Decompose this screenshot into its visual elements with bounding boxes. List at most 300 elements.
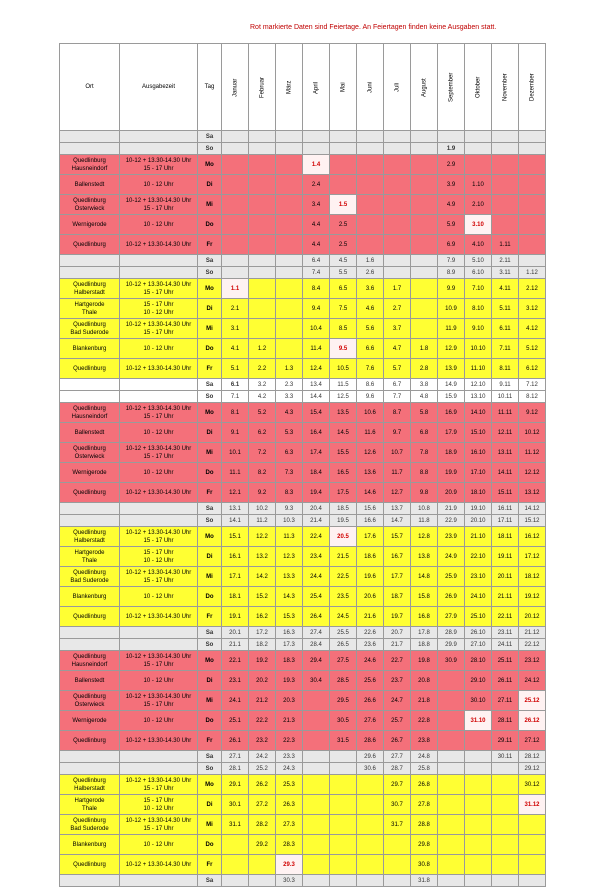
empty-time-cell	[120, 379, 198, 391]
date-cell: 9.12	[519, 403, 546, 423]
time-text: 10-12 + 13.30-14.30 Uhr	[125, 737, 192, 744]
date-cell	[519, 255, 546, 267]
date-cell: 30.8	[411, 855, 438, 875]
date-cell: 7.7	[384, 391, 411, 403]
date-cell: 5.6	[357, 319, 384, 339]
date-cell: 31.5	[330, 731, 357, 751]
date-cell	[438, 131, 465, 143]
date-cell: 6.4	[303, 255, 330, 267]
date-cell: 20.2	[249, 671, 276, 691]
date-cell: 25.11	[492, 651, 519, 671]
time-text: 10-12 + 13.30-14.30 Uhr	[125, 321, 192, 328]
time-cell	[120, 339, 198, 359]
date-cell	[303, 131, 330, 143]
date-cell: 16.11	[492, 503, 519, 515]
date-cell: 18.7	[384, 587, 411, 607]
location-name: Quedlinburg	[73, 613, 106, 620]
date-cell	[357, 131, 384, 143]
date-cell	[357, 775, 384, 795]
date-cell: 1.11	[492, 235, 519, 255]
date-cell: 19.11	[492, 547, 519, 567]
location-cell	[60, 423, 120, 443]
empty-time-cell	[120, 515, 198, 527]
date-cell	[276, 279, 303, 299]
time-text: 10-12 + 13.30-14.30 Uhr	[125, 861, 192, 868]
location-cell	[60, 235, 120, 255]
date-cell: 23.12	[519, 651, 546, 671]
date-cell: 13.9	[438, 359, 465, 379]
date-cell	[330, 763, 357, 775]
date-cell: 26.1	[222, 731, 249, 751]
date-cell: 15.5	[330, 443, 357, 463]
location-cell	[60, 359, 120, 379]
date-cell: 6.6	[357, 339, 384, 359]
date-cell	[411, 143, 438, 155]
date-cell: 12.4	[303, 359, 330, 379]
time-text: 10-12 + 13.30-14.30 Uhr	[125, 529, 192, 536]
date-cell: 29.12	[519, 763, 546, 775]
date-cell	[276, 339, 303, 359]
date-cell	[357, 195, 384, 215]
date-cell: 21.9	[438, 503, 465, 515]
date-cell	[249, 279, 276, 299]
location-cell	[60, 547, 120, 567]
date-cell	[249, 215, 276, 235]
date-cell: 14.7	[384, 515, 411, 527]
date-cell	[465, 775, 492, 795]
date-cell: 5.3	[276, 423, 303, 443]
schedule-row	[60, 319, 546, 339]
date-cell: 28.1	[222, 763, 249, 775]
empty-location-cell	[60, 515, 120, 527]
time-text: 15 - 17 Uhr	[143, 537, 174, 544]
date-cell: 11.1	[222, 463, 249, 483]
date-cell	[384, 855, 411, 875]
location-name: Quedlinburg	[73, 157, 106, 164]
date-cell: 21.5	[330, 547, 357, 567]
date-cell: 15.3	[276, 607, 303, 627]
schedule-row	[60, 175, 546, 195]
date-cell: 22.10	[465, 547, 492, 567]
location-name: Bad Suderode	[70, 329, 109, 336]
schedule-row	[60, 403, 546, 423]
date-cell: 17.3	[276, 639, 303, 651]
date-cell	[303, 691, 330, 711]
date-cell: 9.4	[303, 299, 330, 319]
date-cell	[249, 319, 276, 339]
date-cell: 10.6	[357, 403, 384, 423]
date-cell: 4.11	[492, 279, 519, 299]
date-cell: 27.10	[465, 639, 492, 651]
date-cell: 8.3	[276, 483, 303, 503]
date-cell: 13.8	[411, 547, 438, 567]
date-cell: 16.7	[384, 547, 411, 567]
date-cell: 17.1	[222, 567, 249, 587]
time-cell	[120, 403, 198, 423]
weekday-cell: Sa	[198, 751, 222, 763]
date-cell: 18.10	[465, 483, 492, 503]
date-cell: 7.10	[465, 279, 492, 299]
location-cell	[60, 835, 120, 855]
location-name: Quedlinburg	[73, 405, 106, 412]
date-cell: 11.9	[438, 319, 465, 339]
time-text: 10 - 12 Uhr	[143, 345, 174, 352]
location-name: Osterwieck	[74, 205, 105, 212]
location-cell	[60, 195, 120, 215]
location-name: Quedlinburg	[73, 737, 106, 744]
date-cell: 10.1	[222, 443, 249, 463]
time-cell	[120, 711, 198, 731]
date-cell: 11.10	[465, 359, 492, 379]
time-text: 10 - 12 Uhr	[143, 841, 174, 848]
date-cell: 17.6	[357, 527, 384, 547]
date-cell: 12.1	[222, 483, 249, 503]
time-text: 10 - 12 Uhr	[143, 677, 174, 684]
date-cell: 25.9	[438, 567, 465, 587]
date-cell	[438, 875, 465, 887]
header-row	[60, 44, 546, 131]
date-cell	[465, 155, 492, 175]
header-month	[357, 44, 384, 131]
date-cell: 18.5	[330, 503, 357, 515]
date-cell: 15.11	[492, 483, 519, 503]
time-text: 15 - 17 Uhr	[143, 205, 174, 212]
date-cell: 7.6	[357, 359, 384, 379]
date-cell	[519, 835, 546, 855]
header-month-label: Juni	[367, 81, 373, 93]
date-cell	[411, 155, 438, 175]
date-cell: 4.4	[303, 215, 330, 235]
date-cell: 17.2	[249, 627, 276, 639]
date-cell: 22.11	[492, 607, 519, 627]
date-cell	[249, 143, 276, 155]
weekday-cell: Sa	[198, 131, 222, 143]
date-cell: 24.3	[276, 763, 303, 775]
date-cell: 29.6	[357, 751, 384, 763]
date-cell	[303, 751, 330, 763]
date-cell: 12.6	[357, 443, 384, 463]
header-month-label: Dezember	[529, 73, 535, 101]
location-cell	[60, 443, 120, 463]
date-cell: 4.1	[222, 339, 249, 359]
weekday-cell: So	[198, 143, 222, 155]
date-cell	[411, 235, 438, 255]
date-cell	[492, 215, 519, 235]
date-cell: 30.7	[384, 795, 411, 815]
date-cell: 20.7	[384, 627, 411, 639]
date-cell: 8.5	[330, 319, 357, 339]
schedule-row	[60, 215, 546, 235]
header-month	[222, 44, 249, 131]
date-cell: 4.7	[384, 339, 411, 359]
holiday-note: Rot markierte Daten sind Feiertage. An Feiertagen finden keine Ausgaben statt.	[250, 24, 497, 31]
date-cell: 2.11	[492, 255, 519, 267]
schedule-row	[60, 443, 546, 463]
date-cell: 31.8	[411, 875, 438, 887]
date-cell: 26.10	[465, 627, 492, 639]
date-cell: 6.8	[411, 423, 438, 443]
date-cell: 25.6	[357, 671, 384, 691]
location-name: Halberstadt	[74, 289, 105, 296]
date-cell: 25.1	[222, 711, 249, 731]
date-cell: 25.12	[519, 691, 546, 711]
date-cell: 30.6	[357, 763, 384, 775]
date-cell	[222, 235, 249, 255]
date-cell: 14.8	[411, 567, 438, 587]
time-cell	[120, 731, 198, 751]
schedule-row	[60, 339, 546, 359]
date-cell: 15.2	[249, 587, 276, 607]
date-cell	[330, 175, 357, 195]
location-cell	[60, 483, 120, 503]
date-cell: 18.8	[411, 639, 438, 651]
date-cell: 6.12	[519, 359, 546, 379]
date-cell: 17.5	[330, 483, 357, 503]
date-cell: 4.10	[465, 235, 492, 255]
date-cell: 26.7	[384, 731, 411, 751]
location-cell	[60, 463, 120, 483]
header-ausgabezeit: Ausgabezeit	[120, 44, 198, 131]
date-cell	[303, 763, 330, 775]
schedule-row	[60, 155, 546, 175]
time-cell	[120, 483, 198, 503]
date-cell: 30.3	[276, 875, 303, 887]
date-cell: 10.8	[411, 503, 438, 515]
weekday-cell: Do	[198, 215, 222, 235]
date-cell: 5.10	[465, 255, 492, 267]
date-cell: 15.9	[438, 391, 465, 403]
date-cell: 17.12	[519, 547, 546, 567]
header-month	[519, 44, 546, 131]
date-cell	[465, 751, 492, 763]
date-cell: 18.11	[492, 527, 519, 547]
date-cell: 28.12	[519, 751, 546, 763]
time-text: 10-12 + 13.30-14.30 Uhr	[125, 405, 192, 412]
weekday-cell: Do	[198, 835, 222, 855]
date-cell	[384, 235, 411, 255]
date-cell: 10.12	[519, 423, 546, 443]
header-month-label: Januar	[232, 77, 238, 97]
date-cell: 17.4	[303, 443, 330, 463]
date-cell: 25.8	[411, 763, 438, 775]
date-cell	[222, 255, 249, 267]
date-cell	[249, 155, 276, 175]
date-cell: 13.5	[330, 403, 357, 423]
date-cell: 21.8	[411, 691, 438, 711]
schedule-row	[60, 279, 546, 299]
date-cell	[411, 279, 438, 299]
time-cell	[120, 319, 198, 339]
location-name: Hartgerode	[74, 301, 105, 308]
location-name: Blankenburg	[72, 345, 107, 352]
date-cell	[411, 267, 438, 279]
empty-location-cell	[60, 627, 120, 639]
date-cell: 16.2	[249, 607, 276, 627]
date-cell: 20.9	[438, 483, 465, 503]
date-cell: 1.2	[249, 339, 276, 359]
empty-location-cell	[60, 639, 120, 651]
date-cell	[492, 763, 519, 775]
date-cell	[357, 175, 384, 195]
date-cell: 21.3	[276, 711, 303, 731]
date-cell	[384, 835, 411, 855]
date-cell	[384, 131, 411, 143]
location-name: Halberstadt	[74, 785, 105, 792]
time-text: 10 - 12 Uhr	[143, 181, 174, 188]
date-cell: 19.8	[411, 651, 438, 671]
schedule-row	[60, 607, 546, 627]
distribution-calendar-table	[59, 43, 546, 887]
date-cell: 8.1	[222, 403, 249, 423]
date-cell: 14.4	[303, 391, 330, 403]
date-cell	[276, 155, 303, 175]
weekday-cell: Mi	[198, 691, 222, 711]
date-cell: 29.8	[411, 835, 438, 855]
date-cell: 23.3	[276, 751, 303, 763]
date-cell: 31.10	[465, 711, 492, 731]
time-cell	[120, 547, 198, 567]
date-cell: 2.7	[384, 299, 411, 319]
date-cell	[465, 875, 492, 887]
date-cell: 26.4	[303, 607, 330, 627]
date-cell: 15.7	[384, 527, 411, 547]
date-cell	[303, 775, 330, 795]
date-cell	[249, 875, 276, 887]
date-cell: 14.2	[249, 567, 276, 587]
time-text: 10 - 12 Uhr	[143, 309, 174, 316]
location-cell	[60, 339, 120, 359]
date-cell: 11.12	[519, 443, 546, 463]
schedule-row	[60, 527, 546, 547]
date-cell	[438, 835, 465, 855]
date-cell: 17.8	[411, 627, 438, 639]
location-name: Wernigerode	[72, 221, 107, 228]
date-cell: 6.5	[330, 279, 357, 299]
date-cell: 12.12	[519, 463, 546, 483]
location-name: Bad Suderode	[70, 825, 109, 832]
date-cell: 8.4	[303, 279, 330, 299]
empty-location-cell	[60, 751, 120, 763]
location-name: Thale	[81, 805, 97, 812]
date-cell: 27.4	[303, 627, 330, 639]
date-cell: 14.9	[438, 379, 465, 391]
location-cell	[60, 815, 120, 835]
weekday-cell: Mi	[198, 567, 222, 587]
date-cell	[276, 215, 303, 235]
weekday-cell: Mo	[198, 403, 222, 423]
time-text: 15 - 17 Uhr	[143, 165, 174, 172]
date-cell: 25.3	[276, 775, 303, 795]
date-cell	[465, 731, 492, 751]
date-cell: 18.6	[357, 547, 384, 567]
weekday-cell: Di	[198, 795, 222, 815]
weekday-cell: So	[198, 267, 222, 279]
time-text: 15 - 17 Uhr	[143, 549, 174, 556]
empty-time-cell	[120, 875, 198, 887]
date-cell: 24.10	[465, 587, 492, 607]
date-cell: 6.2	[249, 423, 276, 443]
date-cell: 9.2	[249, 483, 276, 503]
date-cell: 17.9	[438, 423, 465, 443]
date-cell	[465, 763, 492, 775]
location-cell	[60, 567, 120, 587]
weekend-row	[60, 503, 546, 515]
weekend-row	[60, 875, 546, 887]
weekday-cell: Do	[198, 587, 222, 607]
date-cell: 11.3	[276, 527, 303, 547]
time-cell	[120, 443, 198, 463]
date-cell: 4.4	[303, 235, 330, 255]
empty-location-cell	[60, 763, 120, 775]
weekday-cell: Di	[198, 423, 222, 443]
date-cell: 15.12	[519, 515, 546, 527]
date-cell	[438, 711, 465, 731]
date-cell: 21.6	[357, 607, 384, 627]
location-name: Quedlinburg	[73, 197, 106, 204]
empty-location-cell	[60, 131, 120, 143]
time-text: 15 - 17 Uhr	[143, 785, 174, 792]
date-cell	[492, 131, 519, 143]
date-cell: 5.8	[411, 403, 438, 423]
empty-location-cell	[60, 143, 120, 155]
date-cell	[438, 855, 465, 875]
date-cell: 18.4	[303, 463, 330, 483]
location-cell	[60, 651, 120, 671]
date-cell	[438, 751, 465, 763]
schedule-row	[60, 299, 546, 319]
date-cell	[438, 795, 465, 815]
date-cell	[357, 215, 384, 235]
date-cell	[249, 855, 276, 875]
date-cell: 25.7	[384, 711, 411, 731]
date-cell: 2.9	[438, 155, 465, 175]
date-cell: 27.9	[438, 607, 465, 627]
date-cell: 7.12	[519, 379, 546, 391]
date-cell	[276, 299, 303, 319]
date-cell: 30.9	[438, 651, 465, 671]
date-cell	[249, 195, 276, 215]
date-cell	[492, 815, 519, 835]
date-cell: 3.7	[384, 319, 411, 339]
location-name: Quedlinburg	[73, 693, 106, 700]
date-cell: 10.10	[465, 339, 492, 359]
date-cell: 14.12	[519, 503, 546, 515]
time-text: 10-12 + 13.30-14.30 Uhr	[125, 489, 192, 496]
header-ort: Ort	[60, 44, 120, 131]
date-cell: 23.9	[438, 527, 465, 547]
location-cell	[60, 795, 120, 815]
weekend-row	[60, 391, 546, 403]
date-cell: 7.9	[438, 255, 465, 267]
date-cell	[411, 255, 438, 267]
date-cell	[438, 691, 465, 711]
date-cell	[384, 143, 411, 155]
weekend-row	[60, 515, 546, 527]
date-cell	[276, 143, 303, 155]
location-name: Ballenstedt	[74, 181, 105, 188]
date-cell: 8.7	[384, 403, 411, 423]
date-cell	[303, 795, 330, 815]
date-cell: 13.11	[492, 443, 519, 463]
date-cell	[384, 195, 411, 215]
date-cell: 18.12	[519, 567, 546, 587]
date-cell	[330, 775, 357, 795]
date-cell: 20.6	[357, 587, 384, 607]
schedule-row	[60, 711, 546, 731]
date-cell	[411, 195, 438, 215]
time-text: 15 - 17 Uhr	[143, 329, 174, 336]
date-cell	[249, 267, 276, 279]
